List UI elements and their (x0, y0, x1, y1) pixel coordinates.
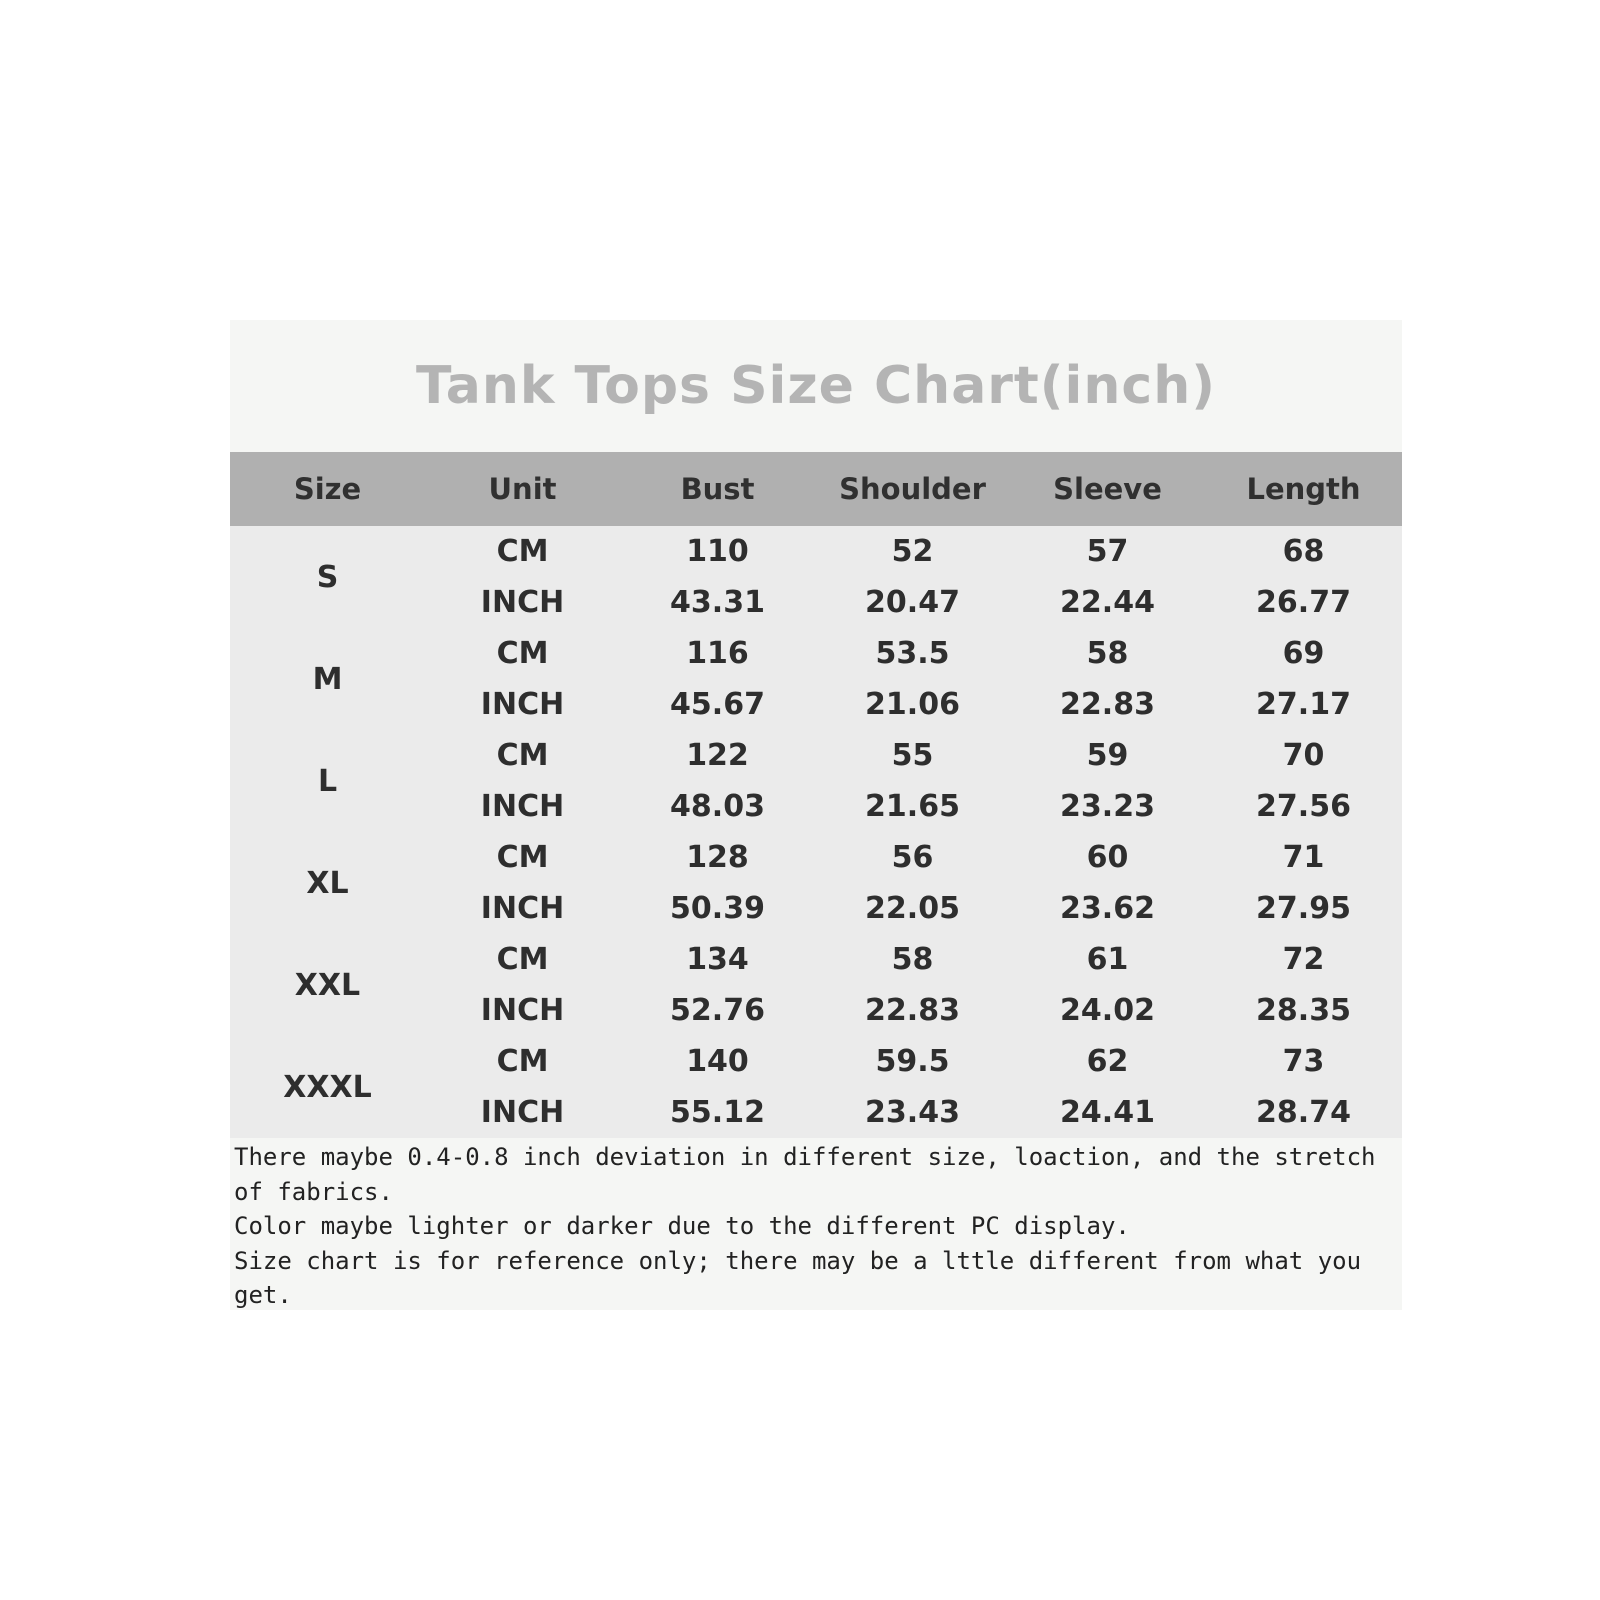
size-label: XXXL (230, 1036, 425, 1138)
table-row (230, 832, 1402, 883)
note-color: Color maybe lighter or darker due to the different PC display. (234, 1212, 1130, 1240)
sleeve-cell: 58 (1010, 628, 1205, 679)
length-cell: 27.56 (1205, 781, 1402, 832)
bust-cell: 134 (620, 934, 815, 985)
length-cell: 72 (1205, 934, 1402, 985)
sleeve-cell: 61 (1010, 934, 1205, 985)
header-bust: Bust (620, 452, 815, 526)
table-row (230, 628, 1402, 679)
length-cell: 27.95 (1205, 883, 1402, 934)
table-row (230, 934, 1402, 985)
bust-cell: 122 (620, 730, 815, 781)
bust-cell: 110 (620, 526, 815, 577)
size-table (230, 452, 1402, 1138)
sleeve-cell: 60 (1010, 832, 1205, 883)
bust-cell: 45.67 (620, 679, 815, 730)
shoulder-cell: 20.47 (815, 577, 1010, 628)
bust-cell: 128 (620, 832, 815, 883)
chart-title: Tank Tops Size Chart(inch) (415, 356, 1217, 416)
header-length: Length (1205, 452, 1402, 526)
table-row (230, 526, 1402, 577)
size-notes (234, 1140, 1400, 1313)
size-chart (230, 320, 1402, 1310)
unit-cell: CM (425, 628, 620, 679)
bust-cell: 43.31 (620, 577, 815, 628)
unit-cell: INCH (425, 1087, 620, 1138)
sleeve-cell: 24.02 (1010, 985, 1205, 1036)
size-label: XL (230, 832, 425, 934)
note-reference: Size chart is for reference only; there may be a lttle different from what you get. (234, 1246, 1362, 1309)
shoulder-cell: 59.5 (815, 1036, 1010, 1087)
unit-cell: CM (425, 934, 620, 985)
unit-cell: INCH (425, 781, 620, 832)
length-cell: 71 (1205, 832, 1402, 883)
sleeve-cell: 57 (1010, 526, 1205, 577)
unit-cell: INCH (425, 577, 620, 628)
size-label: L (230, 730, 425, 832)
header-size: Size (230, 452, 425, 526)
header-sleeve: Sleeve (1010, 452, 1205, 526)
header-unit: Unit (425, 452, 620, 526)
sleeve-cell: 24.41 (1010, 1087, 1205, 1138)
shoulder-cell: 22.83 (815, 985, 1010, 1036)
length-cell: 26.77 (1205, 577, 1402, 628)
bust-cell: 140 (620, 1036, 815, 1087)
bust-cell: 48.03 (620, 781, 815, 832)
unit-cell: CM (425, 832, 620, 883)
sleeve-cell: 59 (1010, 730, 1205, 781)
note-deviation: There maybe 0.4-0.8 inch deviation in different size, loaction, and the stretch of fabrics. (234, 1143, 1376, 1206)
length-cell: 68 (1205, 526, 1402, 577)
sleeve-cell: 23.62 (1010, 883, 1205, 934)
unit-cell: CM (425, 1036, 620, 1087)
shoulder-cell: 58 (815, 934, 1010, 985)
shoulder-cell: 23.43 (815, 1087, 1010, 1138)
bust-cell: 116 (620, 628, 815, 679)
length-cell: 27.17 (1205, 679, 1402, 730)
length-cell: 28.74 (1205, 1087, 1402, 1138)
shoulder-cell: 56 (815, 832, 1010, 883)
shoulder-cell: 22.05 (815, 883, 1010, 934)
unit-cell: CM (425, 730, 620, 781)
sleeve-cell: 22.44 (1010, 577, 1205, 628)
header-row (230, 452, 1402, 526)
unit-cell: CM (425, 526, 620, 577)
table-row (230, 730, 1402, 781)
size-label: S (230, 526, 425, 628)
table-row (230, 1036, 1402, 1087)
unit-cell: INCH (425, 883, 620, 934)
unit-cell: INCH (425, 679, 620, 730)
shoulder-cell: 55 (815, 730, 1010, 781)
bust-cell: 55.12 (620, 1087, 815, 1138)
shoulder-cell: 53.5 (815, 628, 1010, 679)
length-cell: 73 (1205, 1036, 1402, 1087)
shoulder-cell: 21.06 (815, 679, 1010, 730)
length-cell: 70 (1205, 730, 1402, 781)
shoulder-cell: 21.65 (815, 781, 1010, 832)
sleeve-cell: 23.23 (1010, 781, 1205, 832)
length-cell: 28.35 (1205, 985, 1402, 1036)
size-label: M (230, 628, 425, 730)
unit-cell: INCH (425, 985, 620, 1036)
size-label: XXL (230, 934, 425, 1036)
sleeve-cell: 62 (1010, 1036, 1205, 1087)
header-shoulder: Shoulder (815, 452, 1010, 526)
bust-cell: 50.39 (620, 883, 815, 934)
length-cell: 69 (1205, 628, 1402, 679)
sleeve-cell: 22.83 (1010, 679, 1205, 730)
bust-cell: 52.76 (620, 985, 815, 1036)
shoulder-cell: 52 (815, 526, 1010, 577)
